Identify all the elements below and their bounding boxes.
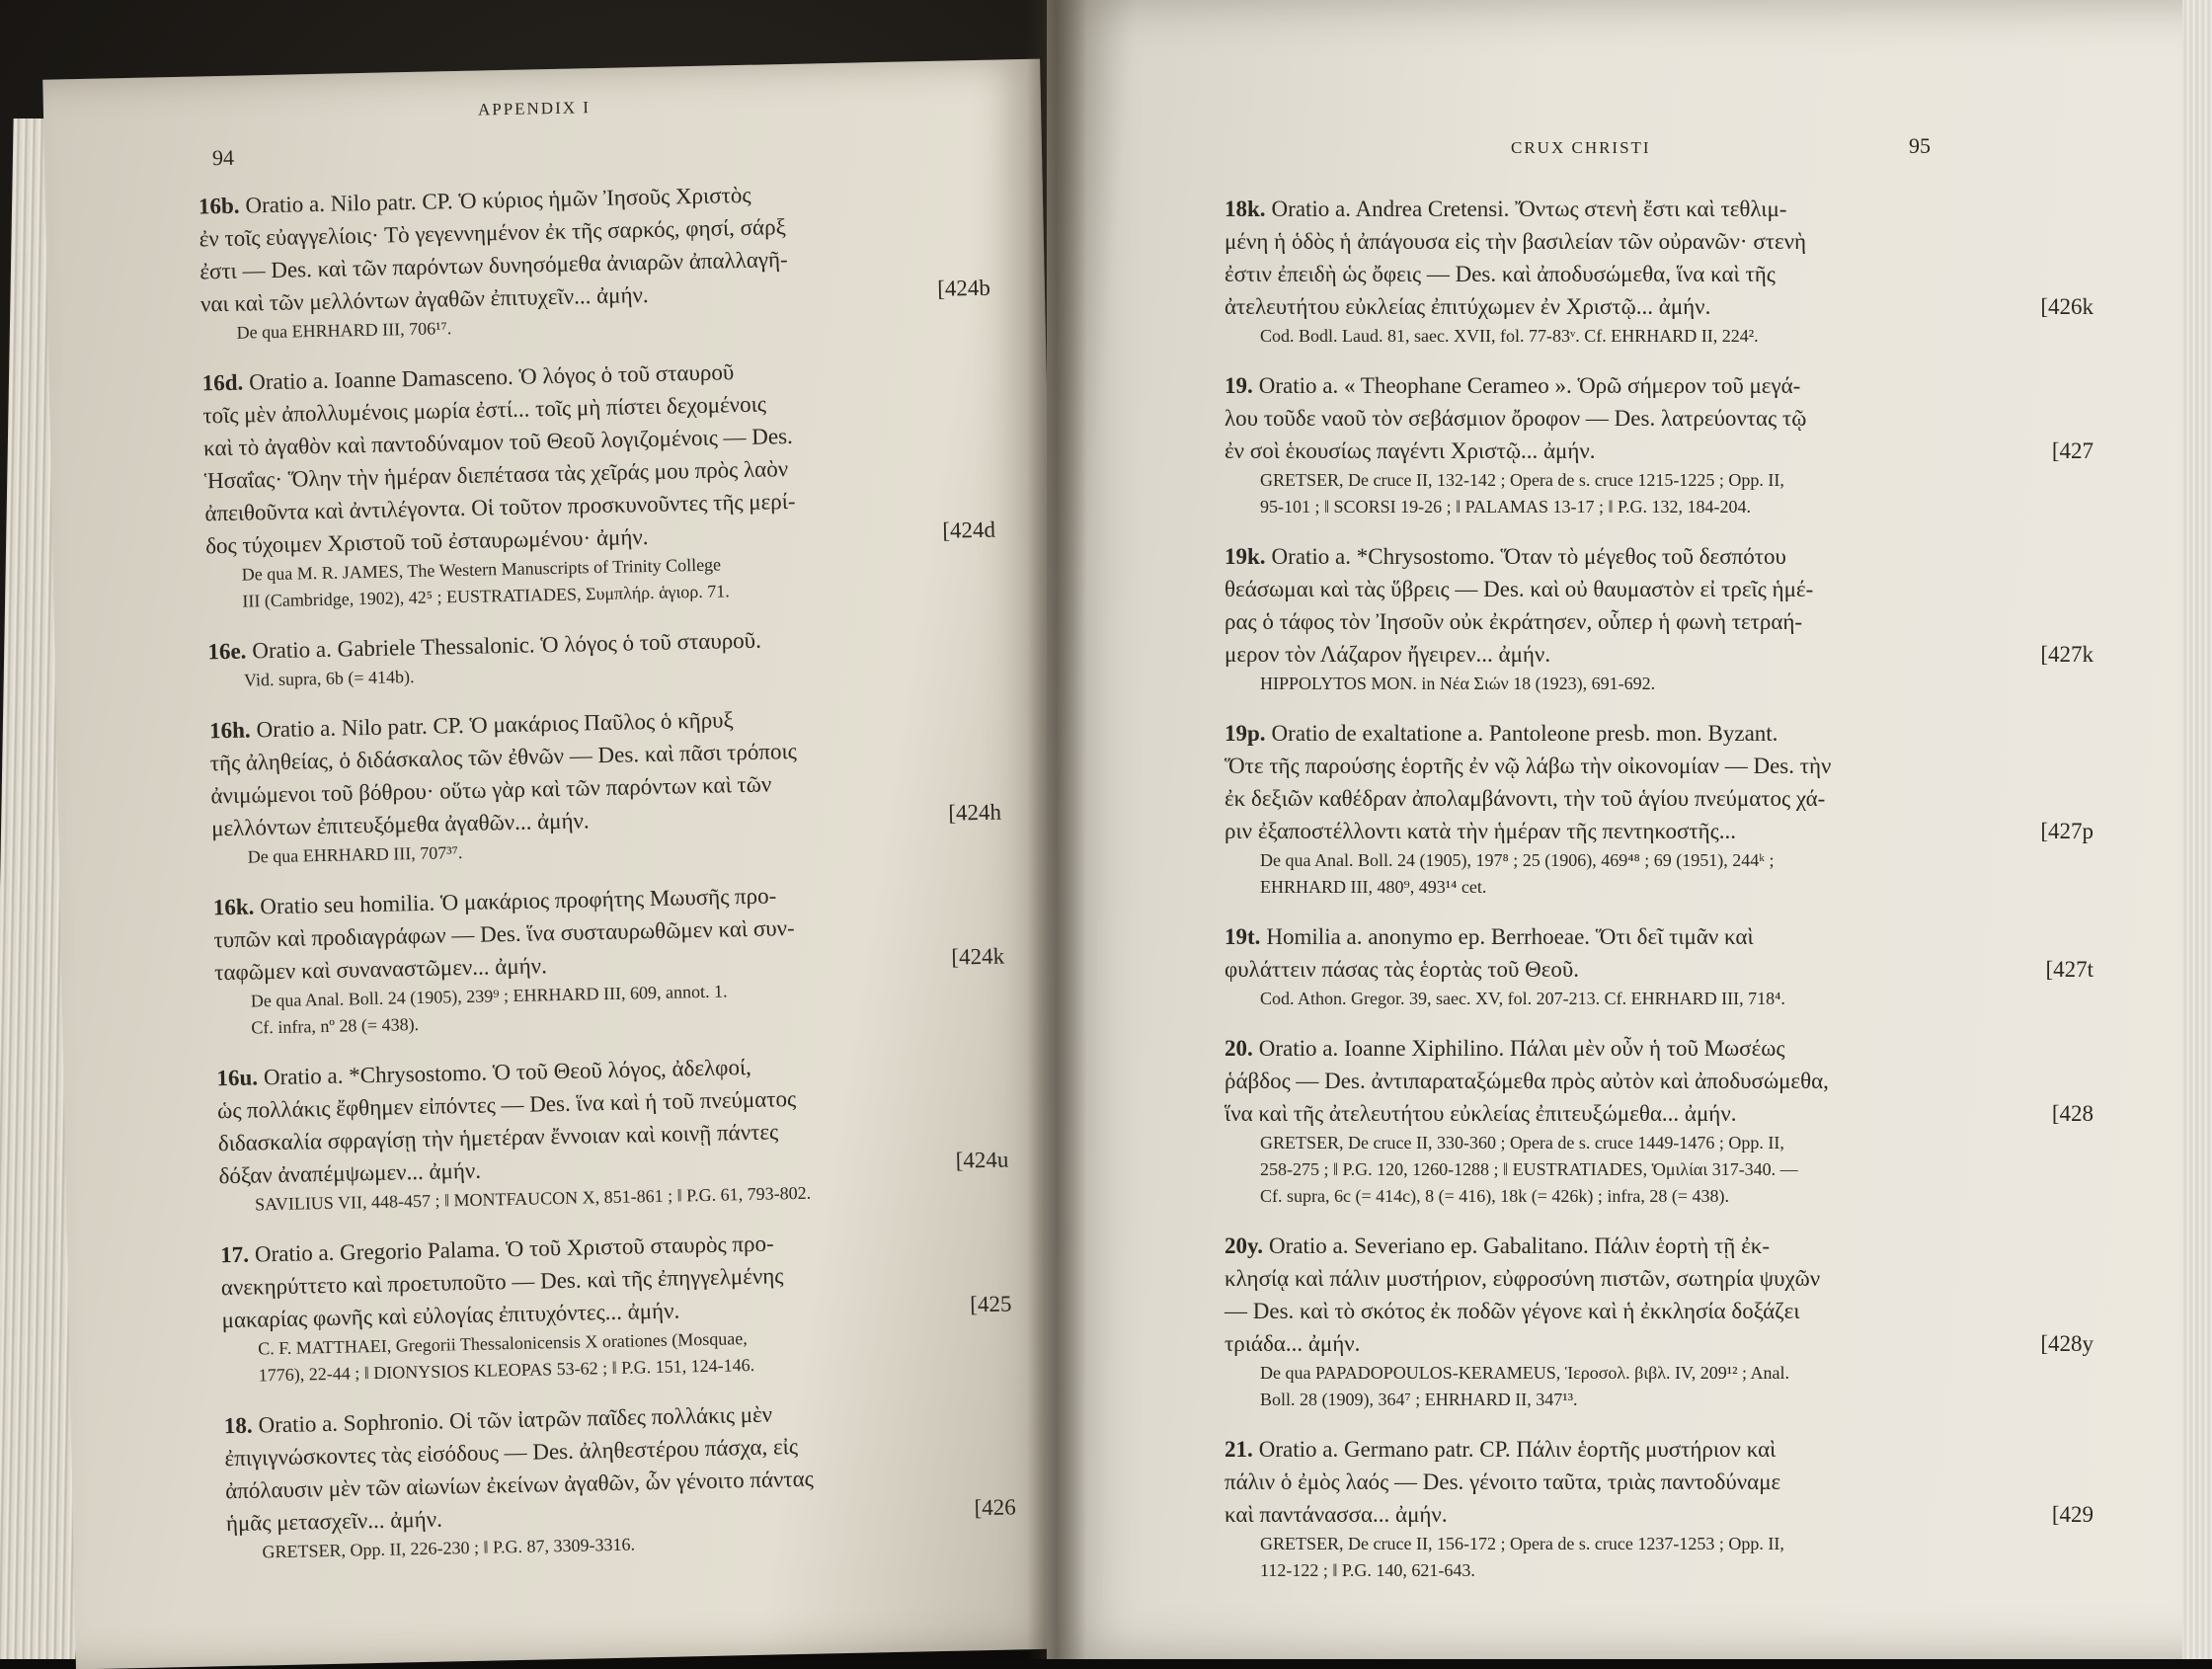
entry-text: Oratio a. Germano patr. CP. Πάλιν ἑορτῆς μυστήριον καὶ [1259,1437,1777,1462]
entry-text-line [1224,638,2094,671]
bibliographic-reference: 95-101 ; ‖ SCORSI 19-26 ; ‖ PALAMAS 13-17 ; ‖ P.G. 132, 184-204. [1224,494,2094,520]
reference-number: [424u [939,1144,1008,1177]
reference-number: [424k [935,940,1004,974]
entry-first-line [1224,540,1786,573]
right-page [1047,0,2192,1659]
entry-text-line [1224,953,2094,986]
catalog-entry [220,1222,1013,1390]
entry-number: 19t. [1224,924,1260,949]
entry-text-line [1224,750,2094,782]
entry-text: λου τοῦδε ναοῦ τὸν σεβάσμιον ὄροφον — Des. λατρεύοντας τῷ [1224,402,1806,435]
reference-number: [426 [958,1490,1016,1524]
entry-text: Oratio a. *Chrysostomo. Ὁ τοῦ Θεοῦ λόγος, ἀδελφοί, [264,1055,751,1089]
entry-text: μένη ἡ ὁδὸς ἡ ἀπάγουσα εἰς τὴν βασιλείαν τῶν οὐρανῶν· στενὴ [1224,225,1806,258]
entry-text: Oratio a. Nilo patr. CP. Ὁ μακάριος Παῦλος ὁ κῆρυξ [256,707,734,742]
entry-text-line [1224,920,2094,953]
entry-text: ναι καὶ τῶν μελλόντων ἀγαθῶν ἐπιτυχεῖν... ἀμήν. [200,278,649,320]
entry-text-line [1224,540,2094,573]
entry-text-line [1224,573,2094,605]
bibliographic-reference: De qua Anal. Boll. 24 (1905), 197⁸ ; 25 (1906), 469⁴⁸ ; 69 (1951), 244ᵏ ; [1224,847,2094,874]
catalog-entry [1224,920,2094,1012]
entry-text: δόξαν ἀναπέμψωμεν... ἀμήν. [218,1154,481,1193]
bibliographic-reference: C. F. MATTHAEI, Gregorii Thessalonicensis X orationes (Mosquae, [222,1319,1012,1363]
entry-first-line [1224,1230,1770,1262]
entry-number: 19. [1224,373,1253,398]
entry-text: ἀνιμώμενοι τοῦ βόθρου· οὕτω γὰρ καὶ τῶν παρόντων καὶ τῶν [210,767,771,812]
entry-text-line [1224,258,2094,290]
entry-text-line [1224,1032,2094,1065]
entry-text: Oratio a. Nilo patr. CP. Ὁ κύριος ἡμῶν Ἰησοῦς Χριστὸς [245,183,750,218]
entry-text: ἵνα καὶ τῆς ἀτελευτήτου εὐκλείας ἐπιτευξώμεθα... ἀμήν. [1224,1097,1737,1130]
entry-text: μακαρίας φωνῆς καὶ εὐλογίας ἐπιτυχόντες... ἀμήν. [221,1295,679,1337]
entry-number: 16h. [209,717,251,743]
entry-text: διδασκαλία σφραγίσῃ τὴν ἡμετέραν ἔννοιαν καὶ κοινῇ πάντες [218,1115,779,1159]
bibliographic-reference: HIPPOLYTOS MON. in Νέα Σιών 18 (1923), 691-692. [1224,671,2094,697]
entry-text-line [1224,290,2094,323]
page-text [198,174,1017,1586]
entry-text: τοῖς μὲν ἀπολλυμένοις μωρία ἐστί... τοῖς μὴ πίστει δεχομένοις [202,387,766,432]
entry-text: ἐκ δεξιῶν καθέδραν ἀπολαμβάνοντι, τὴν τοῦ ἁγίου πνεύματος χά- [1224,782,1825,815]
catalog-entry [209,698,1002,872]
bibliographic-reference: Vid. supra, 6b (= 414b). [208,652,998,695]
entry-text: κλησίᾳ καὶ πάλιν μυστήριον, εὐφροσύνη πιστῶν, σωτηρία ψυχῶν [1224,1262,1820,1295]
entry-text-line [1224,435,2094,467]
entry-text: Oratio a. Andrea Cretensi. Ὄντως στενὴ ἔστι καὶ τεθλιμ- [1272,197,1787,221]
entry-text: ἐστι — Des. καὶ τῶν παρόντων δυνησόμεθα ἀνιαρῶν ἀπαλλαγῆ- [199,243,788,287]
catalog-entry [223,1392,1016,1566]
bibliographic-reference: De qua M. R. JAMES, The Western Manuscripts of Trinity College [206,546,996,590]
entry-text: ἡμᾶς μετασχεῖν... ἀμήν. [226,1503,443,1541]
entry-first-line [1224,369,1800,402]
catalog-entry [1224,193,2094,350]
reference-number: [428y [2024,1327,2094,1360]
entry-text: ριν ἐξαποστέλλοντι κατὰ τὴν ἡμέραν τῆς πεντηκοστῆς... [1224,815,1736,847]
entry-text: ἀπόλαυσιν μὲν τῶν αἰωνίων ἐκείνων ἀγαθῶν, ὧν γένοιτο πάντας [225,1463,814,1507]
entry-text: — Des. καὶ τὸ σκότος ἐκ ποδῶν γέγονε καὶ ἡ ἐκκλησία δοξάζει [1224,1295,1800,1327]
entry-number: 17. [220,1242,249,1268]
bibliographic-reference: EHRHARD III, 480⁹, 493¹⁴ cet. [1224,874,2094,901]
entry-text-line [1224,1498,2094,1531]
bibliographic-reference: De qua Anal. Boll. 24 (1905), 239⁹ ; EHRHARD III, 609, annot. 1. [215,973,1005,1016]
catalog-entry [212,875,1005,1043]
bibliographic-reference: De qua EHRHARD III, 707³⁷. [212,829,1002,872]
entry-number: 18k. [1224,197,1266,221]
running-head: APPENDIX I [478,98,591,119]
entry-text: ἐν τοῖς εὐαγγελίοις· Τὸ γεγεννημένον ἐκ τῆς σαρκός, φησί, σάρξ [198,210,786,255]
page-number: 94 [212,145,235,171]
entry-text-line [1224,1295,2094,1327]
bibliographic-reference: 258-275 ; ‖ P.G. 120, 1260-1288 ; ‖ EUSTRATIADES, Ὁμιλίαι 317-340. — [1224,1156,2094,1183]
entry-text: θεάσωμαι καὶ τὰς ὕβρεις — Des. καὶ οὐ θαυμαστὸν εἰ τρεῖς ἡμέ- [1224,573,1813,605]
reference-number: [424d [926,514,995,547]
page-text [1224,193,2094,1604]
entry-text-line [1224,717,2094,750]
entry-text: Oratio seu homilia. Ὁ μακάριος προφήτης Μωυσῆς προ- [260,883,776,918]
reference-number: [427k [2024,638,2094,671]
entry-text: δος τύχοιμεν Χριστοῦ τοῦ ἐσταυρωμένου· ἀμήν. [205,520,649,562]
entry-text: Oratio a. *Chrysostomo. Ὅταν τὸ μέγεθος τοῦ δεσπότου [1272,544,1786,569]
entry-text: καὶ παντάνασσα... ἀμήν. [1224,1498,1448,1531]
entry-number: 20y. [1224,1233,1263,1258]
entry-number: 16e. [207,639,246,665]
entry-number: 16u. [216,1065,258,1090]
bibliographic-reference: GRETSER, De cruce II, 156-172 ; Opera de s. cruce 1237-1253 ; Opp. II, [1224,1531,2094,1557]
entry-text: Oratio a. Ioanne Xiphilino. Πάλαι μὲν οὖν ἡ τοῦ Μωσέως [1259,1036,1785,1061]
reference-number: [426k [2024,290,2094,323]
entry-text: ρας ὁ τάφος τὸν Ἰησοῦν οὐκ ἐκράτησεν, οὗπερ ἡ φωνὴ τετραή- [1224,605,1802,638]
running-head: CRUX CHRISTI [1511,138,1651,158]
entry-number: 18. [224,1413,253,1439]
bibliographic-reference: SAVILIUS VII, 448-457 ; ‖ MONTFAUCON X, 851-861 ; ‖ P.G. 61, 793-802. [219,1176,1009,1220]
entry-text-line [1224,1262,2094,1295]
entry-text: Oratio a. Sophronio. Οἱ τῶν ἰατρῶν παῖδες πολλάκις μὲν [258,1402,772,1438]
entry-text: ταφῶμεν καὶ συναναστῶμεν... ἀμήν. [214,949,547,989]
bibliographic-reference: Cf. supra, 6c (= 414c), 8 (= 416), 18k (= 426k) ; infra, 28 (= 438). [1224,1183,2094,1210]
catalog-entry [1224,1230,2094,1413]
catalog-entry [1224,369,2094,520]
entry-number: 16b. [198,194,240,219]
entry-text: Homilia a. anonymo ep. Berrhoeae. Ὅτι δεῖ τιμᾶν καὶ [1266,924,1753,949]
bibliographic-reference: De qua PAPADOPOULOS-KERAMEUS, Ἱεροσολ. βιβλ. IV, 209¹² ; Anal. [1224,1360,2094,1387]
entry-text: τυπῶν καὶ προδιαγράφων — Des. ἵνα συσταυρωθῶμεν καὶ συν- [213,912,795,956]
catalog-entry [1224,1032,2094,1210]
entry-text-line [1224,225,2094,258]
entry-text: Oratio de exaltatione a. Pantoleone presb. mon. Byzant. [1272,721,1778,746]
entry-first-line [1224,1433,1776,1466]
entry-text: ῥάβδος — Des. ἀντιπαραταξώμεθα πρὸς αὐτὸν καὶ ἀποδυσώμεθα, [1224,1065,1829,1097]
entry-text: Ἡσαΐας· Ὅλην τὴν ἡμέραν διεπέτασα τὰς χεῖράς μου πρὸς λαὸν [203,452,788,497]
entry-text-line [1224,369,2094,402]
entry-number: 20. [1224,1036,1253,1061]
reference-number: [424h [932,796,1001,830]
reference-number: [427t [2029,953,2094,986]
catalog-entry [198,174,991,348]
entry-number: 16k. [213,894,255,919]
bibliographic-reference: Cod. Athon. Gregor. 39, saec. XV, fol. 207-213. Cf. EHRHARD III, 718⁴. [1224,986,2094,1012]
entry-text: ὡς πολλάκις ἔφθημεν εἰπόντες — Des. ἵνα καὶ ἡ τοῦ πνεύματος [217,1082,797,1127]
entry-number: 19k. [1224,544,1266,569]
entry-text: ανεκηρύττετο καὶ προετυποῦτο — Des. καὶ τῆς ἐπηγγελμένης [221,1259,784,1304]
bibliographic-reference: Boll. 28 (1909), 364⁷ ; EHRHARD II, 347¹³. [1224,1387,2094,1413]
entry-text: καὶ τὸ ἀγαθὸν καὶ παντοδύναμον τοῦ Θεοῦ λογιζομένοις — Des. [203,420,793,464]
entry-text-line [1224,402,2094,435]
entry-text: Oratio a. « Theophane Cerameo ». Ὁρῶ σήμερον τοῦ μεγά- [1259,373,1801,398]
entry-text-line [1224,605,2094,638]
entry-text-line [1224,1466,2094,1498]
entry-first-line [1224,717,1778,750]
bibliographic-reference: GRETSER, De cruce II, 330-360 ; Opera de s. cruce 1449-1476 ; Opp. II, [1224,1130,2094,1156]
entry-number: 19p. [1224,721,1266,746]
entry-text: ἀτελευτήτου εὐκλείας ἐπιτύχωμεν ἐν Χριστῷ... ἀμήν. [1224,290,1710,323]
entry-text: Oratio a. Gabriele Thessalonic. Ὁ λόγος ὁ τοῦ σταυροῦ. [252,628,761,664]
entry-text-line [1224,1327,2094,1360]
entry-first-line [1224,920,1754,953]
bibliographic-reference: Cf. infra, nº 28 (= 438). [215,999,1005,1043]
bibliographic-reference: 1776), 22-44 ; ‖ DIONYSIOS KLEOPAS 53-62 ; ‖ P.G. 151, 124-146. [223,1346,1013,1390]
left-page [42,59,1072,1669]
entry-text-line [1224,782,2094,815]
bibliographic-reference: 112-122 ; ‖ P.G. 140, 621-643. [1224,1557,2094,1584]
reference-number: [428 [2036,1097,2094,1130]
reference-number: [424b [921,272,990,305]
entry-text-line [1224,1065,2094,1097]
book-gutter [1027,0,1086,1659]
entry-text: πάλιν ὁ ἐμὸς λαός — Des. γένοιτο ταῦτα, τριὰς παντοδύναμε [1224,1466,1780,1498]
reference-number: [427 [2036,435,2094,467]
entry-text: Oratio a. Gregorio Palama. Ὁ τοῦ Χριστοῦ σταυρὸς προ- [255,1232,774,1267]
bibliographic-reference: Cod. Bodl. Laud. 81, saec. XVII, fol. 77-83ᵛ. Cf. EHRHARD II, 224². [1224,323,2094,350]
entry-text: φυλάττειν πάσας τὰς ἑορτὰς τοῦ Θεοῦ. [1224,953,1579,986]
entry-text: ἐν σοὶ ἑκουσίως παγέντι Χριστῷ... ἀμήν. [1224,435,1596,467]
entry-text: τριάδα... ἀμήν. [1224,1327,1360,1360]
entry-text-line [1224,1433,2094,1466]
entry-text: ἐστιν ἐπειδὴ ὡς ὄφεις — Des. καὶ ἀποδυσώμεθα, ἵνα καὶ τῆς [1224,258,1776,290]
bibliographic-reference: De qua EHRHARD III, 706¹⁷. [200,304,990,348]
catalog-entry [207,619,998,695]
entry-text: μελλόντων ἐπιτευξόμεθα ἀγαθῶν... ἀμήν. [211,804,590,844]
entry-number: 21. [1224,1437,1253,1462]
book-right-edge [2182,0,2212,1659]
bibliographic-reference: III (Cambridge, 1902), 42⁵ ; EUSTRATIADES, Συμπλήρ. ἁγιορ. 71. [206,573,996,616]
catalog-entry [201,351,996,616]
entry-text-line [1224,1230,2094,1262]
entry-text: Oratio a. Ioanne Damasceno. Ὁ λόγος ὁ τοῦ σταυροῦ [249,359,734,394]
bibliographic-reference: GRETSER, De cruce II, 132-142 ; Opera de s. cruce 1215-1225 ; Opp. II, [1224,467,2094,494]
entry-number: 16d. [201,370,243,396]
entry-text-line [1224,193,2094,225]
entry-text: Ὅτε τῆς παρούσης ἑορτῆς ἐν νῷ λάβω τὴν οἰκονομίαν — Des. τὴν [1224,750,1831,782]
entry-text: ἐπιγιγνώσκοντες τὰς εἰσόδους — Des. ἀληθεστέρου πάσχα, εἰς [224,1430,798,1474]
entry-text-line [1224,815,2094,847]
reference-number: [425 [954,1287,1012,1320]
entry-text: τῆς ἀληθείας, ὁ διδάσκαλος τῶν ἐθνῶν — Des. καὶ πᾶσι τρόποις [209,735,797,779]
entry-first-line [1224,193,1786,225]
catalog-entry [216,1046,1009,1220]
page-number: 95 [1909,133,1931,159]
entry-first-line [1224,1032,1785,1065]
catalog-entry [1224,540,2094,697]
entry-text: μερον τὸν Λάζαρον ἤγειρεν... ἀμήν. [1224,638,1550,671]
bibliographic-reference: GRETSER, Opp. II, 226-230 ; ‖ P.G. 87, 3309-3316. [226,1523,1016,1566]
reference-number: [427p [2024,815,2094,847]
catalog-entry [1224,1433,2094,1584]
catalog-entry [1224,717,2094,901]
entry-text-line [1224,1097,2094,1130]
entry-text: Oratio a. Severiano ep. Gabalitano. Πάλιν ἑορτὴ τῇ ἐκ- [1269,1233,1770,1258]
entry-text: ἀπειθοῦντα καὶ ἀντιλέγοντα. Οἱ τοῦτον προσκυνοῦντες τῆς μερί- [204,485,796,530]
reference-number: [429 [2036,1498,2094,1531]
